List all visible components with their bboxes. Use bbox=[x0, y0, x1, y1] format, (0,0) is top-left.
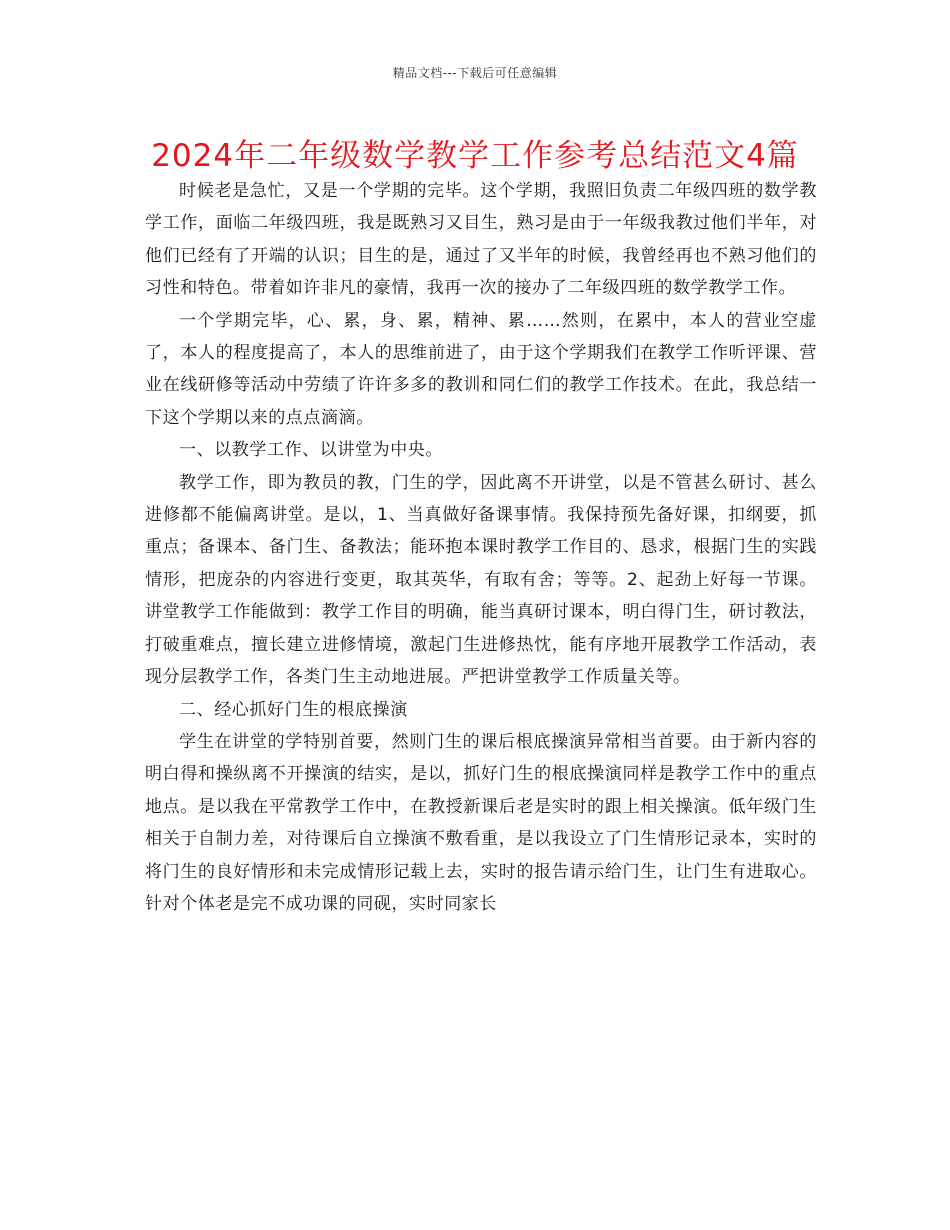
document-title: 2024年二年级数学教学工作参考总结范文4篇 bbox=[151, 138, 799, 174]
document-body bbox=[145, 175, 817, 920]
section-heading-1: 一、以教学工作、以讲堂为中央。 bbox=[179, 440, 443, 461]
paragraph-intro: 时候老是急忙，又是一个学期的完毕。这个学期，我照旧负责二年级四班的数学教学工作，面临二年级四班，我是既熟习又目生，熟习是由于一年级我教过他们半年，对他们已经有了开端的认识；目生的是，通过了又半年的时候，我曾经再也不熟习他们的习性和特色。带着如许非凡的豪情，我再一次的接办了二年级四班的数学教学工作。 bbox=[145, 181, 817, 299]
paragraph-section-1: 教学工作，即为教员的教，门生的学，因此离不开讲堂，以是不管甚么研讨、甚么进修都不能偏离讲堂。是以，1、当真做好备课事情。我保持预先备好课，扣纲要，抓重点；备课本、备门生、备教法；能环抱本课时教学工作目的、恳求，根据门生的实践情形，把庞杂的内容进行变更，取其英华，有取有舍；等等。2、起劲上好每一节课。讲堂教学工作能做到：教学工作目的明确，能当真研讨课本，明白得门生，研讨教法，打破重难点，擅长建立进修情境，激起门生进修热忱，能有序地开展教学工作活动，表现分层教学工作，各类门生主动地进展。严把讲堂教学工作质量关等。 bbox=[145, 472, 817, 688]
paragraph-section-2: 学生在讲堂的学特别首要，然则门生的课后根底操演异常相当首要。由于新内容的明白得和操纵离不开操演的结实，是以，抓好门生的根底操演同样是教学工作中的重点地点。是以我在平常教学工作中，在教授新课后老是实时的跟上相关操演。低年级门生相关于自制力差，对待课后自立操演不敷看重，是以我设立了门生情形记录本，实时的将门生的良好情形和未完成情形记载上去，实时的报告请示给门生，让门生有进取心。针对个体老是完不成功课的同砚，实时同家长 bbox=[145, 731, 817, 914]
paragraph-summary: 一个学期完毕，心、累，身、累，精神、累……然则，在累中，本人的营业空虚了，本人的程度提高了，本人的思维前进了，由于这个学期我们在教学工作听评课、营业在线研修等活动中劳绩了许许多多的教训和同仁们的教学工作技术。在此，我总结一下这个学期以来的点点滴滴。 bbox=[145, 310, 817, 428]
page-header: 精品文档---下载后可任意编辑 bbox=[392, 66, 558, 80]
section-heading-2: 二、经心抓好门生的根底操演 bbox=[179, 699, 408, 720]
